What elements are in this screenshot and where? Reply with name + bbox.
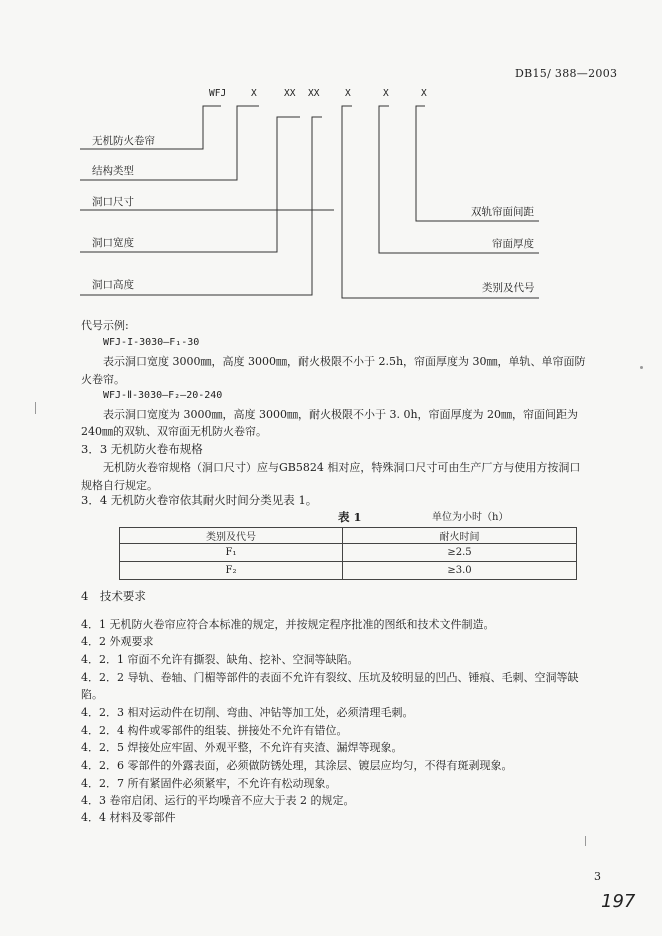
code-part-structure: X <box>251 88 257 99</box>
standard-code: DB15/ 388—2003 <box>515 67 618 80</box>
label-rail-spacing: 双轨帘面间距 <box>471 206 534 218</box>
code-part-width: XX <box>284 88 296 99</box>
leader-line-thickness <box>379 106 539 253</box>
label-opening-size: 洞口尺寸 <box>92 196 134 208</box>
table-1-unit: 单位为小时（h） <box>432 512 509 523</box>
code-part-thickness: X <box>383 88 389 99</box>
table-header-row <box>120 528 577 544</box>
section-4-item: 4．4 材料及零部件 <box>81 811 176 824</box>
label-structure-type: 结构类型 <box>92 165 134 177</box>
section-4-item-cont: 陷。 <box>81 688 103 701</box>
example-2-desc-cont: 240㎜的双轨、双帘面无机防火卷帘。 <box>81 425 267 438</box>
table-cell-category: F₂ <box>120 562 343 580</box>
leader-line-spacing <box>416 106 539 221</box>
label-product: 无机防火卷帘 <box>92 135 155 147</box>
code-part-height: XX <box>308 88 320 99</box>
example-2-desc: 表示洞口宽度为 3000㎜，高度 3000㎜，耐火极限不小于 3. 0h，帘面厚度为 20㎜，帘面间距为 <box>103 408 579 421</box>
label-category-code: 类别及代号 <box>482 282 535 294</box>
section-4-item: 4．2．3 相对运动件在切削、弯曲、冲钻等加工处，必须清理毛刺。 <box>81 706 414 719</box>
leader-line-category <box>342 106 539 298</box>
table-header-fire-time: 耐火时间 <box>343 528 577 544</box>
label-opening-width: 洞口宽度 <box>92 237 134 249</box>
code-part-spacing: X <box>421 88 427 99</box>
section-4-item: 4．2．7 所有紧固件必须紧牢，不允许有松动现象。 <box>81 777 337 790</box>
table-cell-category: F₁ <box>120 544 343 562</box>
example-1-desc: 表示洞口宽度 3000㎜，高度 3000㎜，耐火极限不小于 2.5h，帘面厚度为 30㎜，单轨、单帘面防 <box>103 355 586 368</box>
scan-mark <box>640 366 643 369</box>
section-4-item: 4．3 卷帘启闭、运行的平均噪音不应大于表 2 的规定。 <box>81 794 355 807</box>
table-1-title: 表 1 <box>338 510 362 524</box>
scan-mark <box>585 836 586 846</box>
section-4-item: 4．2．1 帘面不允许有撕裂、缺角、挖补、空洞等缺陷。 <box>81 653 359 666</box>
section-4-heading: 4 技术要求 <box>81 589 146 603</box>
section-4-item: 4．2．5 焊接处应牢固、外观平整，不允许有夹渣、漏焊等现象。 <box>81 741 403 754</box>
section-4-item: 4．1 无机防火卷帘应符合本标准的规定，并按规定程序批准的图纸和技术文件制造。 <box>81 618 495 631</box>
table-row <box>120 562 577 580</box>
label-curtain-thickness: 帘面厚度 <box>492 238 534 250</box>
section-3-3-para-cont: 规格自行规定。 <box>81 479 158 492</box>
fire-resistance-table <box>119 527 577 580</box>
section-4-item: 4．2 外观要求 <box>81 635 154 648</box>
page-number: 3 <box>594 870 601 883</box>
table-row <box>120 544 577 562</box>
examples-heading: 代号示例: <box>81 319 129 332</box>
table-cell-fire-time: ≥2.5 <box>343 544 577 562</box>
table-header-category: 类别及代号 <box>120 528 343 544</box>
section-3-4-text: 3．4 无机防火卷帘依其耐火时间分类见表 1。 <box>81 493 318 507</box>
table-cell-fire-time: ≥3.0 <box>343 562 577 580</box>
handwritten-page-mark: 197 <box>601 891 636 912</box>
scan-mark <box>35 402 36 414</box>
code-part-category: X <box>345 88 351 99</box>
example-2-code: WFJ-Ⅱ-3030—F₂—20-240 <box>103 390 223 401</box>
section-3-3-heading: 3．3 无机防火卷布规格 <box>81 442 203 456</box>
section-4-item: 4．2．4 构件或零部件的组装、拼接处不允许有错位。 <box>81 724 348 737</box>
section-4-item: 4．2．6 零部件的外露表面，必须做防锈处理，其涂层、镀层应均匀，不得有斑剥现象。 <box>81 759 513 772</box>
section-4-item: 4．2．2 导轨、卷轴、门楣等部件的表面不允许有裂纹、压坑及较明显的凹凸、锤痕、毛刺、空洞等缺 <box>81 671 579 684</box>
example-1-desc-cont: 火卷帘。 <box>81 373 125 386</box>
section-3-3-para: 无机防火卷帘规格（洞口尺寸）应与GB5824 相对应，特殊洞口尺寸可由生产厂方与使用方按洞口 <box>103 461 581 474</box>
label-opening-height: 洞口高度 <box>92 279 134 291</box>
code-part-wfj: WFJ <box>209 88 227 99</box>
example-1-code: WFJ-I-3030—F₁-30 <box>103 337 200 348</box>
